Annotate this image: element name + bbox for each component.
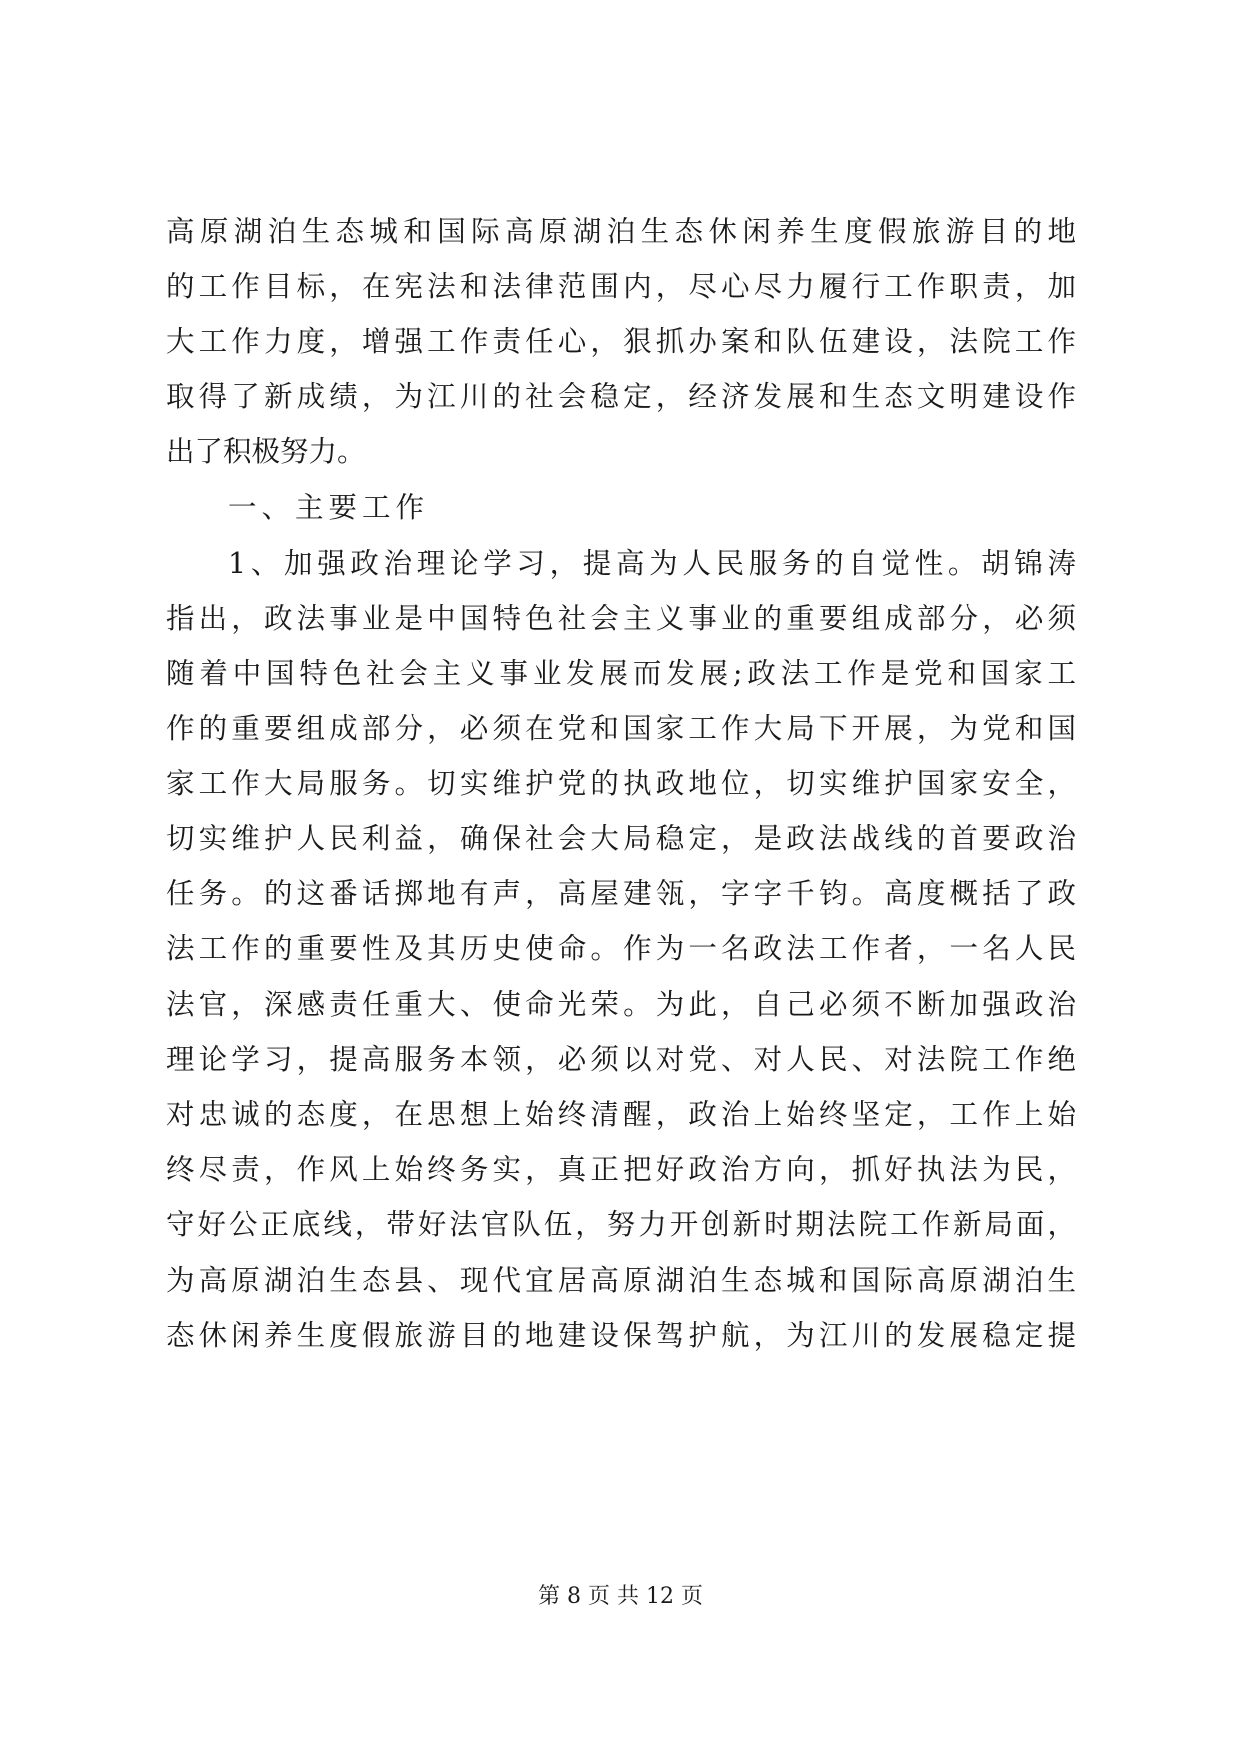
text-line: 为高原湖泊生态县、现代宜居高原湖泊生态城和国际高原湖泊生 xyxy=(166,1264,1076,1297)
text-line: 随着中国特色社会主义事业发展而发展;政法工作是党和国家工 xyxy=(166,657,1076,690)
text-line: 指出，政法事业是中国特色社会主义事业的重要组成部分，必须 xyxy=(166,602,1076,635)
text-line: 终尽责，作风上始终务实，真正把好政治方向，抓好执法为民， xyxy=(166,1153,1076,1186)
text-line: 任务。的这番话掷地有声，高屋建瓴，字字千钧。高度概括了政 xyxy=(166,877,1076,910)
text-line: 态休闲养生度假旅游目的地建设保驾护航，为江川的发展稳定提 xyxy=(166,1319,1076,1352)
text-line: 取得了新成绩，为江川的社会稳定，经济发展和生态文明建设作 xyxy=(166,380,1076,413)
text-line: 家工作大局服务。切实维护党的执政地位，切实维护国家安全， xyxy=(166,767,1076,800)
text-line: 理论学习，提高服务本领，必须以对党、对人民、对法院工作绝 xyxy=(166,1043,1076,1076)
page-number-footer: 第 8 页 共 12 页 xyxy=(538,1584,703,1609)
text-line: 对忠诚的态度，在思想上始终清醒，政治上始终坚定，工作上始 xyxy=(166,1098,1076,1131)
text-line: 法官，深感责任重大、使命光荣。为此，自己必须不断加强政治 xyxy=(166,988,1076,1021)
text-line: 大工作力度，增强工作责任心，狠抓办案和队伍建设，法院工作 xyxy=(166,325,1076,358)
text-line: 出了积极努力。 xyxy=(166,435,366,468)
text-line: 的工作目标，在宪法和法律范围内，尽心尽力履行工作职责，加 xyxy=(166,270,1076,303)
text-line: 法工作的重要性及其历史使命。作为一名政法工作者，一名人民 xyxy=(166,932,1076,965)
text-line: 守好公正底线，带好法官队伍，努力开创新时期法院工作新局面， xyxy=(166,1208,1076,1241)
text-line: 切实维护人民利益，确保社会大局稳定，是政法战线的首要政治 xyxy=(166,822,1076,855)
text-line: 作的重要组成部分，必须在党和国家工作大局下开展，为党和国 xyxy=(166,712,1076,745)
text-line: 1、加强政治理论学习，提高为人民服务的自觉性。胡锦涛 xyxy=(228,547,1076,580)
text-line: 高原湖泊生态城和国际高原湖泊生态休闲养生度假旅游目的地 xyxy=(166,215,1076,248)
section-heading: 一、主要工作 xyxy=(228,491,430,524)
